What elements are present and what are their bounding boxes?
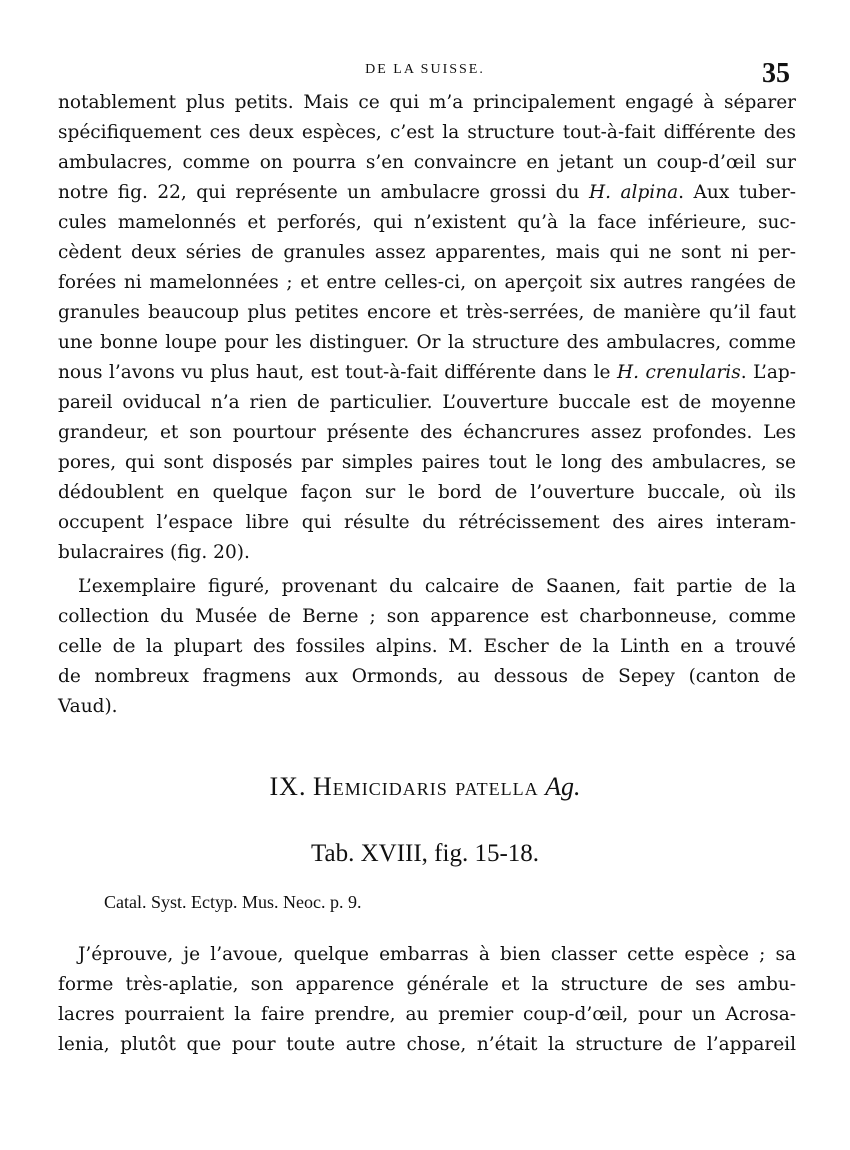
text-line: cules mamelonnés et perforés, qui n’existent qu’à la face inférieure, suc-	[58, 212, 796, 233]
text-line: bulacraires (fig. 20).	[58, 542, 250, 563]
text-line	[58, 358, 796, 388]
text-line: dédoublent en quelque façon sur le bord de l’ouverture buccale, où ils	[58, 482, 796, 503]
section-heading	[0, 770, 850, 804]
text-line: ambulacres, comme on pourra s’en convaincre en jetant un coup-d’œil sur	[58, 152, 796, 173]
text-line: J’éprouve, je l’avoue, quelque embarras à bien classer cette espèce ; sa	[78, 944, 796, 965]
species-name: H. crenularis	[616, 362, 741, 383]
running-head: DE LA SUISSE.	[365, 62, 485, 77]
text-line: lacres pourraient la faire prendre, au premier coup-d’œil, pour un Acrosa-	[58, 1004, 796, 1025]
text-line: forées ni mamelonnées ; et entre celles-ci, on aperçoit six autres rangées de	[58, 272, 796, 293]
text-line	[58, 178, 796, 208]
text-line: pores, qui sont disposés par simples paires tout le long des ambulacres, se	[58, 452, 796, 473]
text-line: collection du Musée de Berne ; son apparence est charbonneuse, comme	[58, 606, 796, 627]
plate-reference: Tab. XVIII, fig. 15-18.	[310, 840, 540, 867]
species-name: H. alpina	[588, 182, 679, 203]
text-segment: . L’ap-	[740, 362, 796, 383]
text-line: spécifiquement ces deux espèces, c’est la structure tout-à-fait différente des	[58, 122, 796, 143]
text-line: L’exemplaire figuré, provenant du calcaire de Saanen, fait partie de la	[78, 576, 796, 597]
text-line: cèdent deux séries de granules assez apparentes, mais qui ne sont ni per-	[58, 242, 796, 263]
text-line: grandeur, et son pourtour présente des échancrures assez profondes. Les	[58, 422, 796, 443]
text-line: celle de la plupart des fossiles alpins. M. Escher de la Linth en a trouvé	[58, 636, 796, 657]
text-line: lenia, plutôt que pour toute autre chose, n’était la structure de l’appareil	[58, 1034, 796, 1055]
text-line: occupent l’espace libre qui résulte du rétrécissement des aires interam-	[58, 512, 796, 533]
text-line: forme très-aplatie, son apparence générale et la structure de ses ambu-	[58, 974, 796, 995]
page-number: 35	[762, 58, 790, 89]
text-line: de nombreux fragmens aux Ormonds, au dessous de Sepey (canton de	[58, 666, 796, 687]
text-line: granules beaucoup plus petites encore et très-serrées, de manière qu’il faut	[58, 302, 796, 323]
text-segment: nous l’avons vu plus haut, est tout-à-fait différente dans le	[58, 362, 617, 383]
text-line: Vaud).	[58, 696, 118, 717]
text-line: pareil oviducal n’a rien de particulier. L’ouverture buccale est de moyenne	[58, 392, 796, 413]
catalog-reference: Catal. Syst. Ectyp. Mus. Neoc. p. 9.	[104, 892, 362, 912]
text-segment: notre fig. 22, qui représente un ambulacre grossi du	[58, 182, 589, 203]
author-abbreviation: Ag.	[545, 772, 581, 801]
text-line: une bonne loupe pour les distinguer. Or la structure des ambulacres, comme	[58, 332, 796, 353]
section-numeral: IX.	[269, 772, 307, 801]
text-line: notablement plus petits. Mais ce qui m’a principalement engagé à séparer	[58, 92, 796, 113]
text-segment: . Aux tuber-	[678, 182, 797, 203]
species-heading: Hemicidaris patella	[312, 772, 539, 801]
